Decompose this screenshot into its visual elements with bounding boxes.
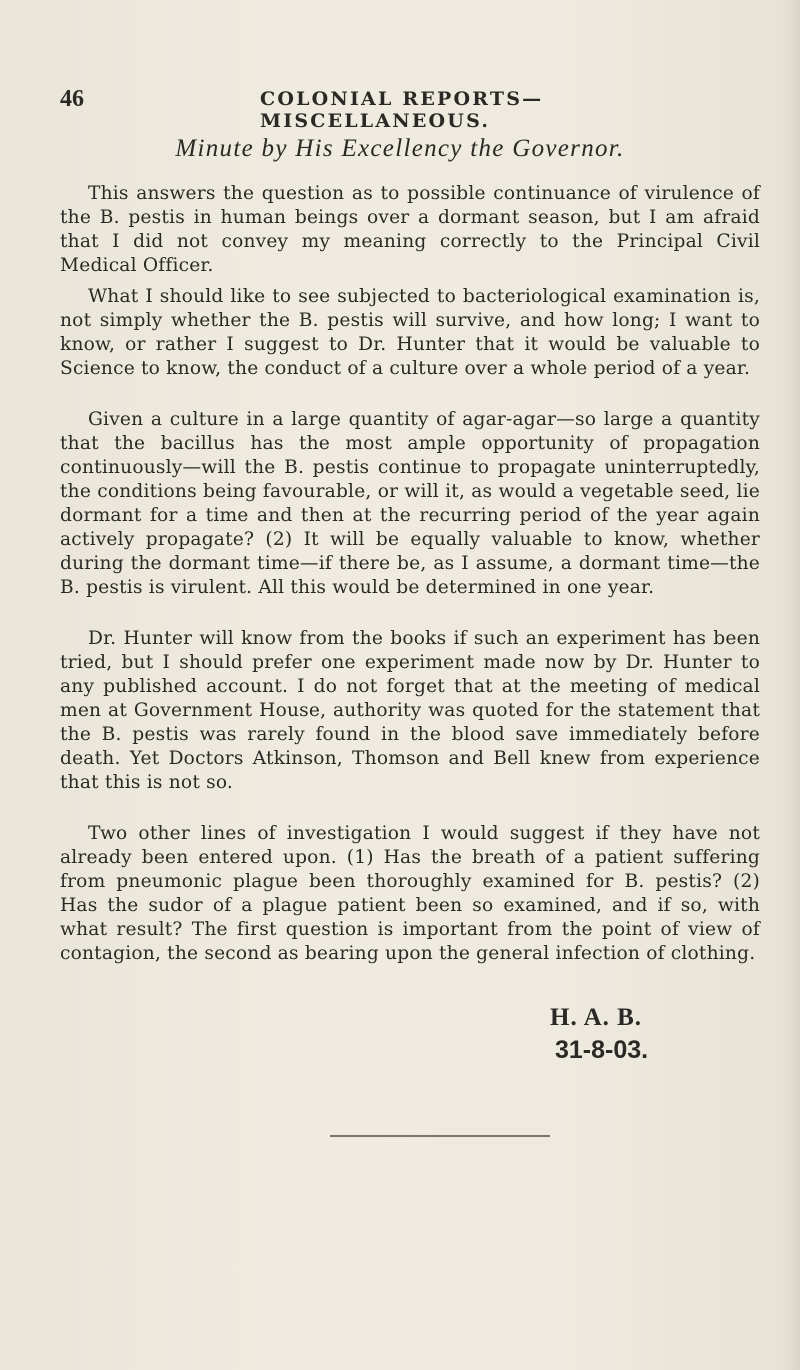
end-rule (330, 1135, 550, 1137)
paragraph: Dr. Hunter will know from the books if such an experiment has been tried, but I should prefer one experiment made now by Dr. Hunter to any published account. I do not forget that at the meeting of medical men at Government House, authority was quoted for the statement that the B. pestis was rarely found in the blood save immediately before death. Yet Doctors Atkinson, Thomson and Bell knew from experience that this is not so. (60, 628, 760, 793)
page-header (60, 86, 760, 132)
paragraph: This answers the question as to possible continuance of virulence of the B. pestis in human beings over a dormant season, but I am afraid that I did not convey my meaning correctly to the Principal Civil Medical Officer. (60, 183, 760, 276)
paragraph: What I should like to see subjected to bacteriological examination is, not simply whether the B. pestis will survive, and how long; I want to know, or rather I suggest to Dr. Hunter that it would be valuable to Science to know, the conduct of a culture over a whole period of a year. (60, 286, 760, 379)
signature-initials: H. A. B. (550, 1004, 643, 1031)
paragraph: Given a culture in a large quantity of agar-agar—so large a quantity that the bacillus has the most ample opportunity of propagation continuously—will the B. pestis continue to propagate uninterruptedly, the conditions being favourable, or will it, as would a vegetable seed, lie dormant for a time and then at the recurring period of the year again actively propagate? (2) It will be equally valuable to know, whether during the dormant time—if there be, as I assume, a dormant time—the B. pestis is virulent. All this would be determined in one year. (60, 409, 760, 598)
minute-body (60, 182, 760, 966)
page-edge-shadow (782, 0, 800, 1370)
minute-title: Minute by His Excellency the Governor. (175, 135, 625, 162)
page-number: 46 (60, 86, 84, 112)
running-head: COLONIAL REPORTS—MISCELLANEOUS. (260, 88, 544, 132)
minute-date: 31-8-03. (555, 1036, 649, 1064)
paragraph: Two other lines of investigation I would suggest if they have not already been entered upon. (1) Has the breath of a patient suffering from pneumonic plague been thoroughly examined for B. pestis? (2) Has the sudor of a plague patient been so examined, and if so, with what result? The first question is important from the point of view of contagion, the second as bearing upon the general infection of clothing. (60, 823, 760, 964)
